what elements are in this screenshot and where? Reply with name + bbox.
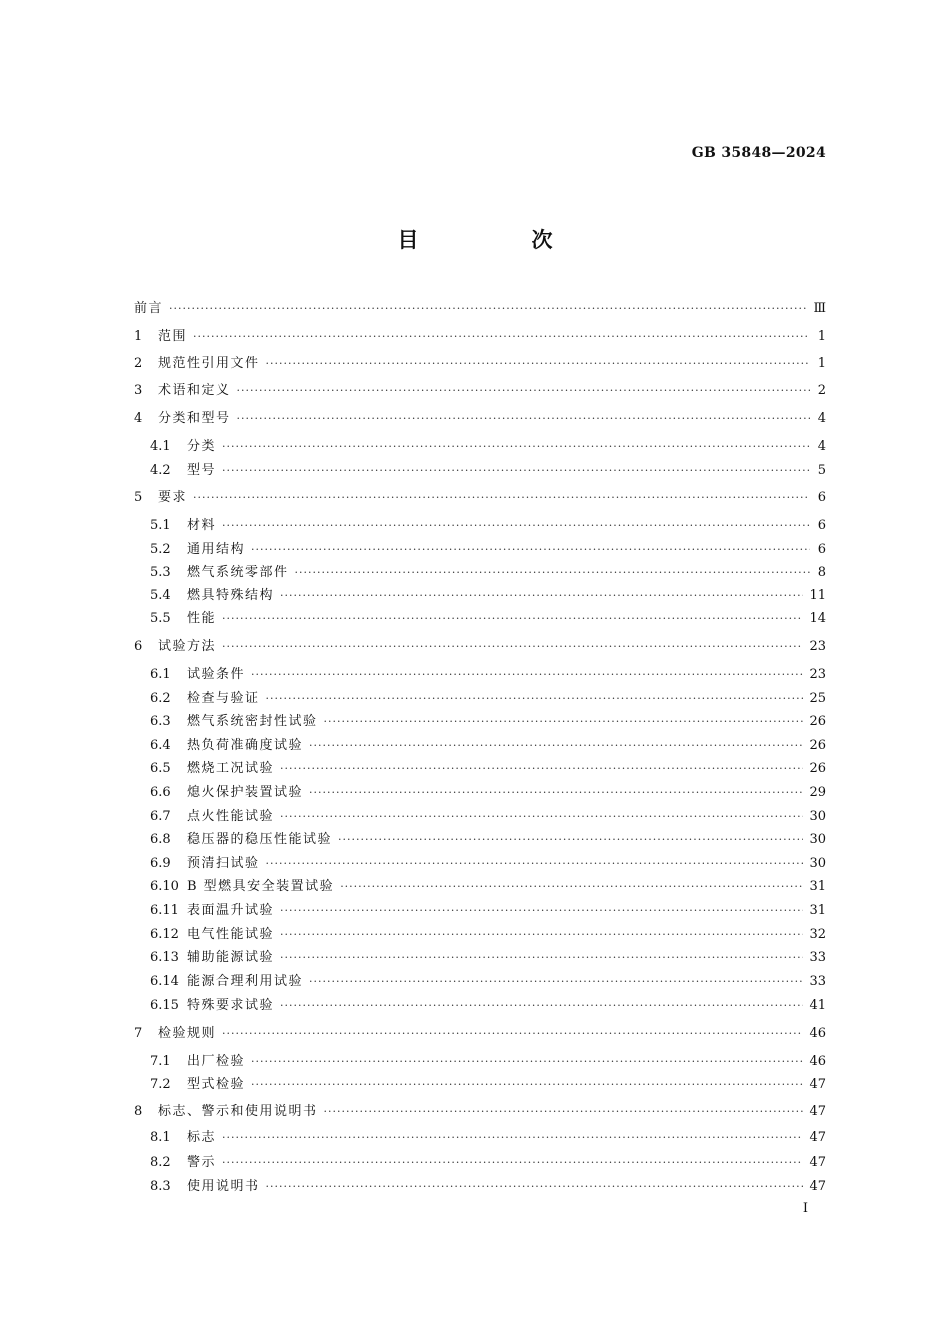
toc-entry[interactable] [134,1103,826,1121]
toc-entry-page: 30 [809,809,826,824]
toc-leader-dots [193,328,810,346]
toc-entry[interactable] [134,489,826,507]
toc-entry-page: 8 [817,565,826,580]
toc-entry[interactable] [134,997,826,1015]
toc-entry-number: 6.4 [150,738,171,753]
toc-entry-number: 6.2 [150,691,171,706]
toc-leader-dots [295,564,810,582]
toc-entry-label: 性能 [187,611,217,626]
toc-leader-dots [309,737,803,755]
toc-entry-page: 4 [817,439,826,454]
toc-entry-number: 8.2 [150,1155,171,1170]
toc-entry-label: 型式检验 [187,1077,246,1092]
toc-leader-dots [251,666,803,684]
toc-entry-label: 辅助能源试验 [187,950,275,965]
toc-entry[interactable] [134,690,826,708]
toc-leader-dots [340,878,803,896]
toc-leader-dots [280,949,803,967]
toc-entry-number: 5.4 [150,588,171,603]
toc-entry-number: 3 [134,383,143,398]
toc-entry-label: 热负荷准确度试验 [187,738,304,753]
toc-entry-page: 14 [809,611,826,626]
toc-entry-label: 警示 [187,1155,217,1170]
toc-entry[interactable] [134,610,826,628]
footer-page-number: I [802,1201,808,1216]
toc-entry-number: 6.13 [150,950,179,965]
toc-entry-label: 分类 [187,439,217,454]
toc-leader-dots [280,902,803,920]
toc-leader-dots [222,638,803,656]
toc-entry[interactable] [134,438,826,456]
standard-code: GB 35848—2024 [691,145,826,161]
toc-entry-page: 47 [809,1155,826,1170]
toc-entry[interactable] [134,1025,826,1043]
toc-entry-page: 11 [809,588,826,603]
toc-entry-page: Ⅲ [813,301,826,316]
toc-leader-dots [237,382,810,400]
toc-leader-dots [222,1154,803,1172]
toc-entry-label: 术语和定义 [158,383,231,398]
toc-entry-label: 燃具特殊结构 [187,588,275,603]
toc-entry-page: 30 [809,856,826,871]
toc-entry-page: 26 [809,738,826,753]
toc-entry-page: 30 [809,832,826,847]
toc-entry-number: 5.1 [150,518,171,533]
toc-entry-page: 6 [817,542,826,557]
toc-leader-dots [222,1025,803,1043]
toc-leader-dots [280,926,803,944]
toc-entry-number: 8.3 [150,1179,171,1194]
toc-entry-page: 2 [817,383,826,398]
toc-entry-page: 47 [809,1104,826,1119]
toc-entry[interactable] [134,784,826,802]
toc-entry-number: 6.12 [150,927,179,942]
toc-entry[interactable] [134,878,826,896]
toc-entry-label: 电气性能试验 [187,927,275,942]
toc-entry-number: 5 [134,490,143,505]
toc-entry[interactable] [134,973,826,991]
toc-entry[interactable] [134,1076,826,1094]
toc-entry[interactable] [134,855,826,873]
toc-entry-number: 6.9 [150,856,171,871]
toc-entry[interactable] [134,355,826,373]
toc-entry-number: 6.11 [150,903,179,918]
toc-leader-dots [324,713,804,731]
toc-entry-page: 46 [809,1054,826,1069]
toc-entry-label: 标志、警示和使用说明书 [158,1104,318,1119]
toc-entry[interactable] [134,638,826,656]
toc-entry[interactable] [134,410,826,428]
toc-leader-dots [222,438,810,456]
toc-entry-label: 熄火保护装置试验 [187,785,304,800]
toc-entry[interactable] [134,541,826,559]
toc-entry-label: 燃气系统密封性试验 [187,714,318,729]
toc-entry-page: 4 [817,411,826,426]
toc-entry-page: 23 [809,639,826,654]
toc-entry-label: 预清扫试验 [187,856,260,871]
toc-leader-dots [222,517,810,535]
toc-entry-page: 31 [809,903,826,918]
toc-entry[interactable] [134,462,826,480]
toc-entry-page: 6 [817,490,826,505]
toc-entry-page: 47 [809,1179,826,1194]
toc-entry[interactable] [134,902,826,920]
toc-leader-dots [280,760,803,778]
toc-entry[interactable] [134,666,826,684]
toc-entry-number: 4 [134,411,143,426]
toc-entry-label: 型号 [187,463,217,478]
toc-leader-dots [338,831,803,849]
toc-entry-label: 范围 [158,329,188,344]
toc-leader-dots [251,1076,803,1094]
toc-entry-number: 6.15 [150,998,179,1013]
toc-entry-page: 31 [809,879,826,894]
toc-entry-label: 检验规则 [158,1026,217,1041]
toc-leader-dots [280,587,803,605]
toc-entry-label: 表面温升试验 [187,903,275,918]
toc-entry-number: 1 [134,329,143,344]
toc-entry-label: B 型燃具安全装置试验 [187,879,335,894]
toc-entry[interactable] [134,1129,826,1147]
toc-entry-label: 燃气系统零部件 [187,565,289,580]
toc-entry[interactable] [134,1154,826,1172]
toc-leader-dots [169,300,807,318]
toc-entry-number: 5.5 [150,611,171,626]
toc-entry-number: 7.2 [150,1077,171,1092]
toc-entry-page: 47 [809,1077,826,1092]
toc-entry-page: 26 [809,714,826,729]
toc-leader-dots [222,1129,803,1147]
toc-entry-page: 32 [809,927,826,942]
toc-entry-label: 试验条件 [187,667,246,682]
toc-entry-number: 7 [134,1026,143,1041]
toc-entry-page: 6 [817,518,826,533]
toc-entry-number: 4.1 [150,439,171,454]
toc-entry-number: 5.2 [150,542,171,557]
toc-entry-page: 5 [817,463,826,478]
toc-leader-dots [280,808,803,826]
toc-entry-number: 8.1 [150,1130,171,1145]
toc-entry-number: 6.1 [150,667,171,682]
toc-leader-dots [280,997,803,1015]
toc-entry-number: 6.3 [150,714,171,729]
toc-leader-dots [193,489,810,507]
toc-leader-dots [251,1053,803,1071]
toc-entry-label: 前言 [134,301,164,316]
toc-entry-page: 1 [817,329,826,344]
toc-entry-label: 分类和型号 [158,411,231,426]
toc-entry-number: 8 [134,1104,143,1119]
toc-entry-page: 41 [809,998,826,1013]
toc-leader-dots [237,410,810,428]
toc-entry-page: 29 [809,785,826,800]
toc-leader-dots [324,1103,804,1121]
toc-entry-label: 规范性引用文件 [158,356,260,371]
toc-entry[interactable] [134,926,826,944]
toc-entry-page: 1 [817,356,826,371]
toc-leader-dots [222,462,810,480]
toc-entry-label: 使用说明书 [187,1179,260,1194]
toc-entry[interactable] [134,949,826,967]
toc-entry-number: 6.8 [150,832,171,847]
toc-entry-label: 燃烧工况试验 [187,761,275,776]
toc-entry-number: 4.2 [150,463,171,478]
toc-entry[interactable] [134,760,826,778]
toc-entry-label: 要求 [158,490,188,505]
toc-entry-label: 稳压器的稳压性能试验 [187,832,333,847]
toc-entry-number: 6 [134,639,143,654]
toc-leader-dots [309,784,803,802]
toc-entry[interactable] [134,1053,826,1071]
toc-entry-label: 材料 [187,518,217,533]
toc-entry[interactable] [134,382,826,400]
page-title: 目 次 [397,227,599,252]
toc-entry-label: 能源合理利用试验 [187,974,304,989]
toc-entry[interactable] [134,808,826,826]
toc-leader-dots [266,355,810,373]
toc-leader-dots [266,855,804,873]
toc-entry-number: 6.14 [150,974,179,989]
toc-entry-page: 46 [809,1026,826,1041]
toc-entry-label: 出厂检验 [187,1054,246,1069]
toc-entry[interactable] [134,300,826,318]
toc-entry-number: 6.7 [150,809,171,824]
toc-leader-dots [251,541,810,559]
toc-entry-label: 点火性能试验 [187,809,275,824]
toc-entry-label: 通用结构 [187,542,246,557]
toc-entry-page: 33 [809,950,826,965]
toc-entry-label: 检查与验证 [187,691,260,706]
toc-leader-dots [266,690,804,708]
toc-entry[interactable] [134,713,826,731]
toc-entry-number: 6.6 [150,785,171,800]
toc-entry-page: 26 [809,761,826,776]
toc-entry-label: 特殊要求试验 [187,998,275,1013]
toc-leader-dots [266,1178,804,1196]
toc-entry-number: 6.10 [150,879,179,894]
toc-leader-dots [309,973,803,991]
toc-entry[interactable] [134,564,826,582]
toc-entry[interactable] [134,1178,826,1196]
toc-entry-page: 47 [809,1130,826,1145]
toc-entry[interactable] [134,328,826,346]
toc-entry-number: 7.1 [150,1054,171,1069]
toc-leader-dots [222,610,803,628]
toc-entry[interactable] [134,587,826,605]
toc-entry-label: 试验方法 [158,639,217,654]
toc-entry[interactable] [134,737,826,755]
toc-entry-page: 33 [809,974,826,989]
toc-entry-number: 2 [134,356,143,371]
toc-entry-label: 标志 [187,1130,217,1145]
toc-entry-page: 25 [809,691,826,706]
toc-entry[interactable] [134,517,826,535]
toc-entry-number: 5.3 [150,565,171,580]
toc-entry-number: 6.5 [150,761,171,776]
toc-entry[interactable] [134,831,826,849]
toc-entry-page: 23 [809,667,826,682]
